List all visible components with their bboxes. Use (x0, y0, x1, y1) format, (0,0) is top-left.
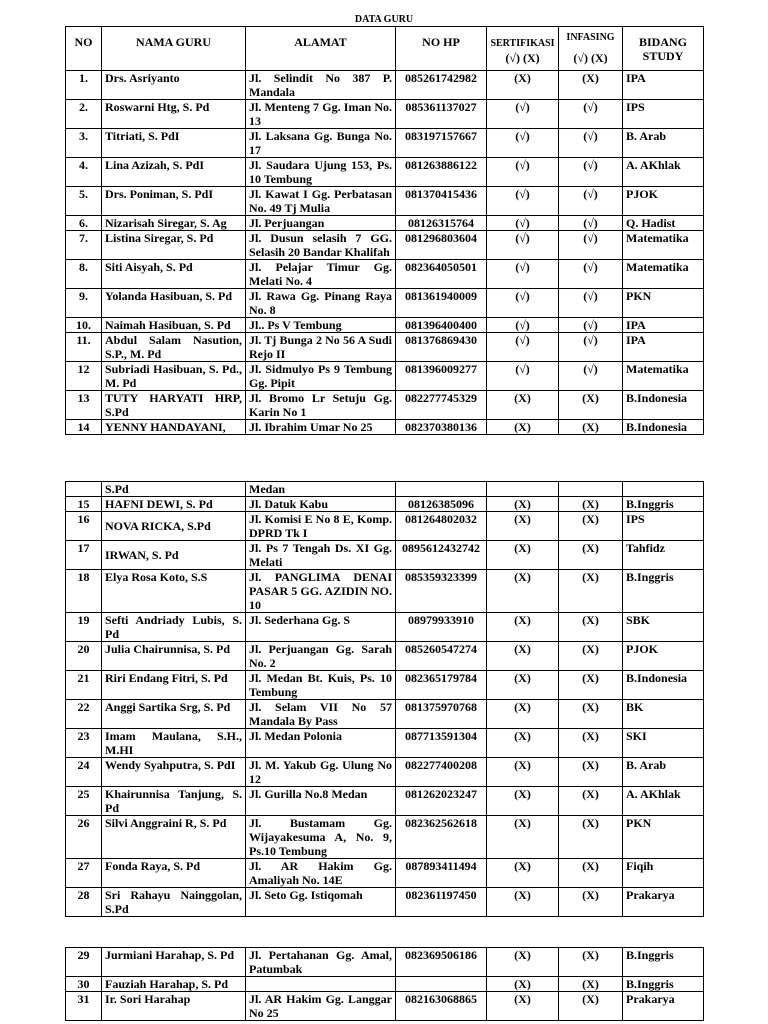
cell-nama: Sefti Andriady Lubis, S. Pd (102, 613, 246, 642)
cell-nama: Fonda Raya, S. Pd (102, 859, 246, 888)
cell-alamat: Jl. Komisi E No 8 E, Komp. DPRD Tk I (246, 512, 396, 541)
cell-nama: TUTY HARYATI HRP, S.Pd (102, 391, 246, 420)
cell-alamat: Jl. Seto Gg. Istiqomah (246, 888, 396, 917)
cell-bidang: PKN (623, 289, 704, 318)
cell-infasing: (X) (559, 859, 623, 888)
cell-hp: 081264802032 (396, 512, 487, 541)
cell-nama: Naimah Hasibuan, S. Pd (102, 318, 246, 333)
cell-no: 30 (66, 977, 102, 992)
cell-sertifikasi: (X) (487, 512, 559, 541)
cell-alamat: Jl. Perjuangan Gg. Sarah No. 2 (246, 642, 396, 671)
cell-alamat: Jl. Kawat I Gg. Perbatasan No. 49 Tj Mulia (246, 187, 396, 216)
cell-nama: Yolanda Hasibuan, S. Pd (102, 289, 246, 318)
cell-sertifikasi (487, 482, 559, 497)
cell-bidang: B. Arab (623, 129, 704, 158)
cell-hp: 081370415436 (396, 187, 487, 216)
cell-nama: Titriati, S. PdI (102, 129, 246, 158)
cell-hp: 087713591304 (396, 729, 487, 758)
cell-hp: 085361137027 (396, 100, 487, 129)
cell-no: 23 (66, 729, 102, 758)
cell-alamat: Jl. Bromo Lr Setuju Gg. Karin No 1 (246, 391, 396, 420)
cell-bidang: PKN (623, 816, 704, 859)
header-nama: NAMA GURU (102, 27, 246, 71)
teacher-table-3 (65, 947, 704, 1021)
cell-sertifikasi: (X) (487, 71, 559, 100)
cell-bidang: B.Inggris (623, 497, 704, 512)
cell-bidang: SKI (623, 729, 704, 758)
table-row (66, 729, 704, 758)
cell-nama: Julia Chairunnisa, S. Pd (102, 642, 246, 671)
cell-no: 25 (66, 787, 102, 816)
cell-alamat: Jl. Ps 7 Tengah Ds. XI Gg. Melati (246, 541, 396, 570)
cell-hp: 081263886122 (396, 158, 487, 187)
cell-no: 26 (66, 816, 102, 859)
cell-infasing: (X) (559, 512, 623, 541)
cell-infasing: (√) (559, 260, 623, 289)
cell-sertifikasi: (√) (487, 333, 559, 362)
cell-alamat: Jl. Datuk Kabu (246, 497, 396, 512)
cell-hp: 085261742982 (396, 71, 487, 100)
cell-infasing: (√) (559, 100, 623, 129)
cell-bidang: Prakarya (623, 992, 704, 1021)
cell-no: 4. (66, 158, 102, 187)
cell-bidang (623, 482, 704, 497)
cell-alamat: Jl. Ibrahim Umar No 25 (246, 420, 396, 435)
table-row (66, 333, 704, 362)
cell-bidang: A. AKhlak (623, 787, 704, 816)
cell-alamat: Jl. Laksana Gg. Bunga No. 17 (246, 129, 396, 158)
cell-hp: 082365179784 (396, 671, 487, 700)
cell-no: 20 (66, 642, 102, 671)
cell-sertifikasi: (√) (487, 260, 559, 289)
cell-sertifikasi: (√) (487, 129, 559, 158)
table-row (66, 700, 704, 729)
cell-infasing: (√) (559, 333, 623, 362)
cell-hp: 082277745329 (396, 391, 487, 420)
cell-alamat: Jl. Gurilla No.8 Medan (246, 787, 396, 816)
table-row (66, 570, 704, 613)
cell-sertifikasi: (X) (487, 787, 559, 816)
cell-bidang: Prakarya (623, 888, 704, 917)
header-infasing-label: INFASING (566, 32, 615, 43)
cell-nama: Sri Rahayu Nainggolan, S.Pd (102, 888, 246, 917)
cell-hp: 08979933910 (396, 613, 487, 642)
cell-sertifikasi: (X) (487, 671, 559, 700)
cell-bidang: B.Inggris (623, 977, 704, 992)
cell-hp: 081376869430 (396, 333, 487, 362)
cell-bidang: IPA (623, 318, 704, 333)
cell-no: 9. (66, 289, 102, 318)
cell-sertifikasi: (X) (487, 816, 559, 859)
table-row (66, 129, 704, 158)
cell-infasing: (√) (559, 289, 623, 318)
cell-nama: Lina Azizah, S. PdI (102, 158, 246, 187)
cell-alamat: Jl. Sidmulyo Ps 9 Tembung Gg. Pipit (246, 362, 396, 391)
cell-alamat: Jl. M. Yakub Gg. Ulung No 12 (246, 758, 396, 787)
table-row (66, 977, 704, 992)
cell-alamat: Jl. Selam VII No 57 Mandala By Pass (246, 700, 396, 729)
cell-no: 28 (66, 888, 102, 917)
cell-sertifikasi: (X) (487, 992, 559, 1021)
header-bidang: BIDANG STUDY (623, 27, 704, 71)
table-row (66, 482, 704, 497)
cell-alamat: Jl. AR Hakim Gg. Langgar No 25 (246, 992, 396, 1021)
cell-bidang: Tahfidz (623, 541, 704, 570)
cell-sertifikasi: (√) (487, 289, 559, 318)
table-header-row (66, 27, 704, 71)
cell-nama: Riri Endang Fitri, S. Pd (102, 671, 246, 700)
cell-no: 21 (66, 671, 102, 700)
cell-no: 24 (66, 758, 102, 787)
cell-sertifikasi: (X) (487, 888, 559, 917)
cell-nama: HAFNI DEWI, S. Pd (102, 497, 246, 512)
table-row (66, 420, 704, 435)
table-row (66, 859, 704, 888)
cell-sertifikasi: (√) (487, 100, 559, 129)
table-body-1 (66, 71, 704, 435)
cell-hp: 081396400400 (396, 318, 487, 333)
cell-sertifikasi: (X) (487, 541, 559, 570)
cell-alamat: Jl.. Ps V Tembung (246, 318, 396, 333)
table-row (66, 888, 704, 917)
cell-nama: Khairunnisa Tanjung, S. Pd (102, 787, 246, 816)
cell-hp: 081375970768 (396, 700, 487, 729)
cell-infasing: (X) (559, 613, 623, 642)
cell-nama: Silvi Anggraini R, S. Pd (102, 816, 246, 859)
cell-sertifikasi: (√) (487, 187, 559, 216)
cell-sertifikasi: (X) (487, 391, 559, 420)
cell-alamat: Jl. Bustamam Gg. Wijayakesuma A, No. 9, Ps.10 Tembung (246, 816, 396, 859)
cell-hp: 082277400208 (396, 758, 487, 787)
cell-no: 14 (66, 420, 102, 435)
cell-hp: 081262023247 (396, 787, 487, 816)
header-sertifikasi-sub: (√) (X) (505, 51, 540, 65)
cell-hp: 0895612432742 (396, 541, 487, 570)
cell-no: 13 (66, 391, 102, 420)
cell-nama: IRWAN, S. Pd (102, 541, 246, 570)
cell-sertifikasi: (X) (487, 977, 559, 992)
cell-bidang: B.Inggris (623, 948, 704, 977)
cell-infasing: (√) (559, 362, 623, 391)
cell-hp: 081361940009 (396, 289, 487, 318)
cell-bidang: B.Indonesia (623, 671, 704, 700)
cell-no: 16 (66, 512, 102, 541)
cell-sertifikasi: (X) (487, 613, 559, 642)
cell-no: 11. (66, 333, 102, 362)
cell-bidang: Matematika (623, 260, 704, 289)
cell-alamat: Jl. Pertahanan Gg. Amal, Patumbak (246, 948, 396, 977)
cell-infasing: (X) (559, 420, 623, 435)
cell-no: 6. (66, 216, 102, 231)
header-sertifikasi (487, 27, 559, 71)
cell-no: 27 (66, 859, 102, 888)
cell-alamat: Jl. Saudara Ujung 153, Ps. 10 Tembung (246, 158, 396, 187)
cell-sertifikasi: (√) (487, 362, 559, 391)
cell-hp: 082364050501 (396, 260, 487, 289)
cell-hp: 082370380136 (396, 420, 487, 435)
cell-infasing: (√) (559, 231, 623, 260)
cell-bidang: B. Arab (623, 758, 704, 787)
header-infasing (559, 27, 623, 71)
table-row (66, 992, 704, 1021)
cell-infasing: (X) (559, 642, 623, 671)
cell-nama: Nizarisah Siregar, S. Ag (102, 216, 246, 231)
cell-sertifikasi: (√) (487, 231, 559, 260)
table-body-3 (66, 948, 704, 1021)
cell-infasing: (X) (559, 570, 623, 613)
cell-bidang: B.Indonesia (623, 420, 704, 435)
header-alamat: ALAMAT (246, 27, 396, 71)
cell-infasing: (√) (559, 129, 623, 158)
cell-no: 31 (66, 992, 102, 1021)
cell-infasing: (√) (559, 187, 623, 216)
cell-nama: NOVA RICKA, S.Pd (102, 512, 246, 541)
cell-nama: Siti Aisyah, S. Pd (102, 260, 246, 289)
document-title: DATA GURU (354, 14, 414, 25)
cell-hp: 081296803604 (396, 231, 487, 260)
cell-sertifikasi: (√) (487, 318, 559, 333)
cell-alamat: Jl. Sederhana Gg. S (246, 613, 396, 642)
cell-bidang: Matematika (623, 231, 704, 260)
cell-bidang: IPS (623, 100, 704, 129)
cell-no: 3. (66, 129, 102, 158)
table-row (66, 158, 704, 187)
cell-hp: 08126385096 (396, 497, 487, 512)
table-row (66, 816, 704, 859)
cell-nama: Fauziah Harahap, S. Pd (102, 977, 246, 992)
cell-infasing: (X) (559, 787, 623, 816)
cell-no: 19 (66, 613, 102, 642)
cell-no: 2. (66, 100, 102, 129)
table-row (66, 512, 704, 541)
cell-infasing (559, 482, 623, 497)
cell-infasing: (X) (559, 758, 623, 787)
cell-sertifikasi: (X) (487, 758, 559, 787)
cell-no: 17 (66, 541, 102, 570)
cell-no: 10. (66, 318, 102, 333)
table-row (66, 289, 704, 318)
cell-alamat (246, 977, 396, 992)
table-row (66, 497, 704, 512)
cell-nama: Wendy Syahputra, S. PdI (102, 758, 246, 787)
table-row (66, 362, 704, 391)
cell-no: 22 (66, 700, 102, 729)
cell-nama: YENNY HANDAYANI, (102, 420, 246, 435)
cell-bidang: BK (623, 700, 704, 729)
table-row (66, 318, 704, 333)
cell-no: 8. (66, 260, 102, 289)
cell-sertifikasi: (X) (487, 729, 559, 758)
table-row (66, 541, 704, 570)
table-row (66, 231, 704, 260)
cell-nama: Imam Maulana, S.H., M.HI (102, 729, 246, 758)
cell-infasing: (√) (559, 158, 623, 187)
cell-nama: Ir. Sori Harahap (102, 992, 246, 1021)
cell-sertifikasi: (√) (487, 158, 559, 187)
cell-bidang: IPA (623, 333, 704, 362)
cell-nama: Roswarni Htg, S. Pd (102, 100, 246, 129)
table-row (66, 758, 704, 787)
cell-infasing: (X) (559, 729, 623, 758)
cell-no: 12 (66, 362, 102, 391)
cell-nama: Drs. Poniman, S. PdI (102, 187, 246, 216)
cell-hp: 083197157667 (396, 129, 487, 158)
cell-alamat: Jl. Dusun selasih 7 GG. Selasih 20 Bandar Khalifah (246, 231, 396, 260)
cell-hp: 087893411494 (396, 859, 487, 888)
cell-hp (396, 977, 487, 992)
cell-bidang: B.Inggris (623, 570, 704, 613)
cell-hp: 082163068865 (396, 992, 487, 1021)
cell-nama: Drs. Asriyanto (102, 71, 246, 100)
table-row (66, 642, 704, 671)
table-row (66, 671, 704, 700)
cell-infasing: (X) (559, 816, 623, 859)
cell-bidang: Q. Hadist (623, 216, 704, 231)
cell-bidang: IPS (623, 512, 704, 541)
cell-nama: Listina Siregar, S. Pd (102, 231, 246, 260)
cell-alamat: Jl. Tj Bunga 2 No 56 A Sudi Rejo II (246, 333, 396, 362)
cell-sertifikasi: (X) (487, 497, 559, 512)
cell-infasing: (X) (559, 700, 623, 729)
cell-infasing: (√) (559, 216, 623, 231)
table-row (66, 187, 704, 216)
cell-infasing: (X) (559, 888, 623, 917)
cell-bidang: A. AKhlak (623, 158, 704, 187)
cell-sertifikasi: (X) (487, 420, 559, 435)
cell-infasing: (X) (559, 671, 623, 700)
cell-alamat: Jl. Pelajar Timur Gg. Melati No. 4 (246, 260, 396, 289)
table-row (66, 787, 704, 816)
cell-bidang: B.Indonesia (623, 391, 704, 420)
cell-infasing: (X) (559, 948, 623, 977)
cell-bidang: PJOK (623, 187, 704, 216)
header-no: NO (66, 27, 102, 71)
cell-no: 5. (66, 187, 102, 216)
cell-hp: 082361197450 (396, 888, 487, 917)
cell-sertifikasi: (X) (487, 700, 559, 729)
cell-hp (396, 482, 487, 497)
cell-no: 1. (66, 71, 102, 100)
cell-alamat: Jl. AR Hakim Gg. Amaliyah No. 14E (246, 859, 396, 888)
header-hp: NO HP (396, 27, 487, 71)
cell-hp: 085359323399 (396, 570, 487, 613)
cell-infasing: (X) (559, 71, 623, 100)
cell-nama: Anggi Sartika Srg, S. Pd (102, 700, 246, 729)
header-infasing-sub: (√) (X) (573, 51, 608, 65)
cell-alamat: Jl. Menteng 7 Gg. Iman No. 13 (246, 100, 396, 129)
cell-no: 7. (66, 231, 102, 260)
cell-alamat: Jl. PANGLIMA DENAI PASAR 5 GG. AZIDIN NO. 10 (246, 570, 396, 613)
cell-sertifikasi: (X) (487, 642, 559, 671)
table-row (66, 948, 704, 977)
cell-nama: Subriadi Hasibuan, S. Pd., M. Pd (102, 362, 246, 391)
cell-alamat: Jl. Rawa Gg. Pinang Raya No. 8 (246, 289, 396, 318)
cell-no: 29 (66, 948, 102, 977)
teacher-table-2 (65, 481, 704, 917)
cell-infasing: (√) (559, 318, 623, 333)
teacher-table-1 (65, 26, 704, 435)
cell-alamat: Jl. Selindit No 387 P. Mandala (246, 71, 396, 100)
table-row (66, 216, 704, 231)
cell-no (66, 482, 102, 497)
cell-hp: 082362562618 (396, 816, 487, 859)
cell-bidang: PJOK (623, 642, 704, 671)
cell-sertifikasi: (X) (487, 948, 559, 977)
cell-infasing: (X) (559, 391, 623, 420)
cell-bidang: Fiqih (623, 859, 704, 888)
cell-alamat: Jl. Perjuangan (246, 216, 396, 231)
table-body-2 (66, 482, 704, 917)
cell-infasing: (X) (559, 992, 623, 1021)
cell-sertifikasi: (X) (487, 859, 559, 888)
table-row (66, 613, 704, 642)
cell-nama: Elya Rosa Koto, S.S (102, 570, 246, 613)
cell-hp: 085260547274 (396, 642, 487, 671)
cell-bidang: Matematika (623, 362, 704, 391)
cell-alamat: Jl. Medan Polonia (246, 729, 396, 758)
cell-nama: Abdul Salam Nasution, S.P., M. Pd (102, 333, 246, 362)
table-row (66, 100, 704, 129)
cell-bidang: IPA (623, 71, 704, 100)
table-row (66, 71, 704, 100)
cell-hp: 082369506186 (396, 948, 487, 977)
cell-hp: 081396009277 (396, 362, 487, 391)
cell-nama: Jurmiani Harahap, S. Pd (102, 948, 246, 977)
cell-no: 15 (66, 497, 102, 512)
cell-alamat: Jl. Medan Bt. Kuis, Ps. 10 Tembung (246, 671, 396, 700)
cell-infasing: (X) (559, 497, 623, 512)
cell-alamat: Medan (246, 482, 396, 497)
cell-sertifikasi: (√) (487, 216, 559, 231)
cell-hp: 08126315764 (396, 216, 487, 231)
cell-nama: S.Pd (102, 482, 246, 497)
cell-infasing: (X) (559, 541, 623, 570)
table-row (66, 391, 704, 420)
cell-no: 18 (66, 570, 102, 613)
cell-infasing: (X) (559, 977, 623, 992)
header-sertifikasi-label: SERTIFIKASI (490, 38, 555, 49)
table-row (66, 260, 704, 289)
cell-sertifikasi: (X) (487, 570, 559, 613)
cell-bidang: SBK (623, 613, 704, 642)
